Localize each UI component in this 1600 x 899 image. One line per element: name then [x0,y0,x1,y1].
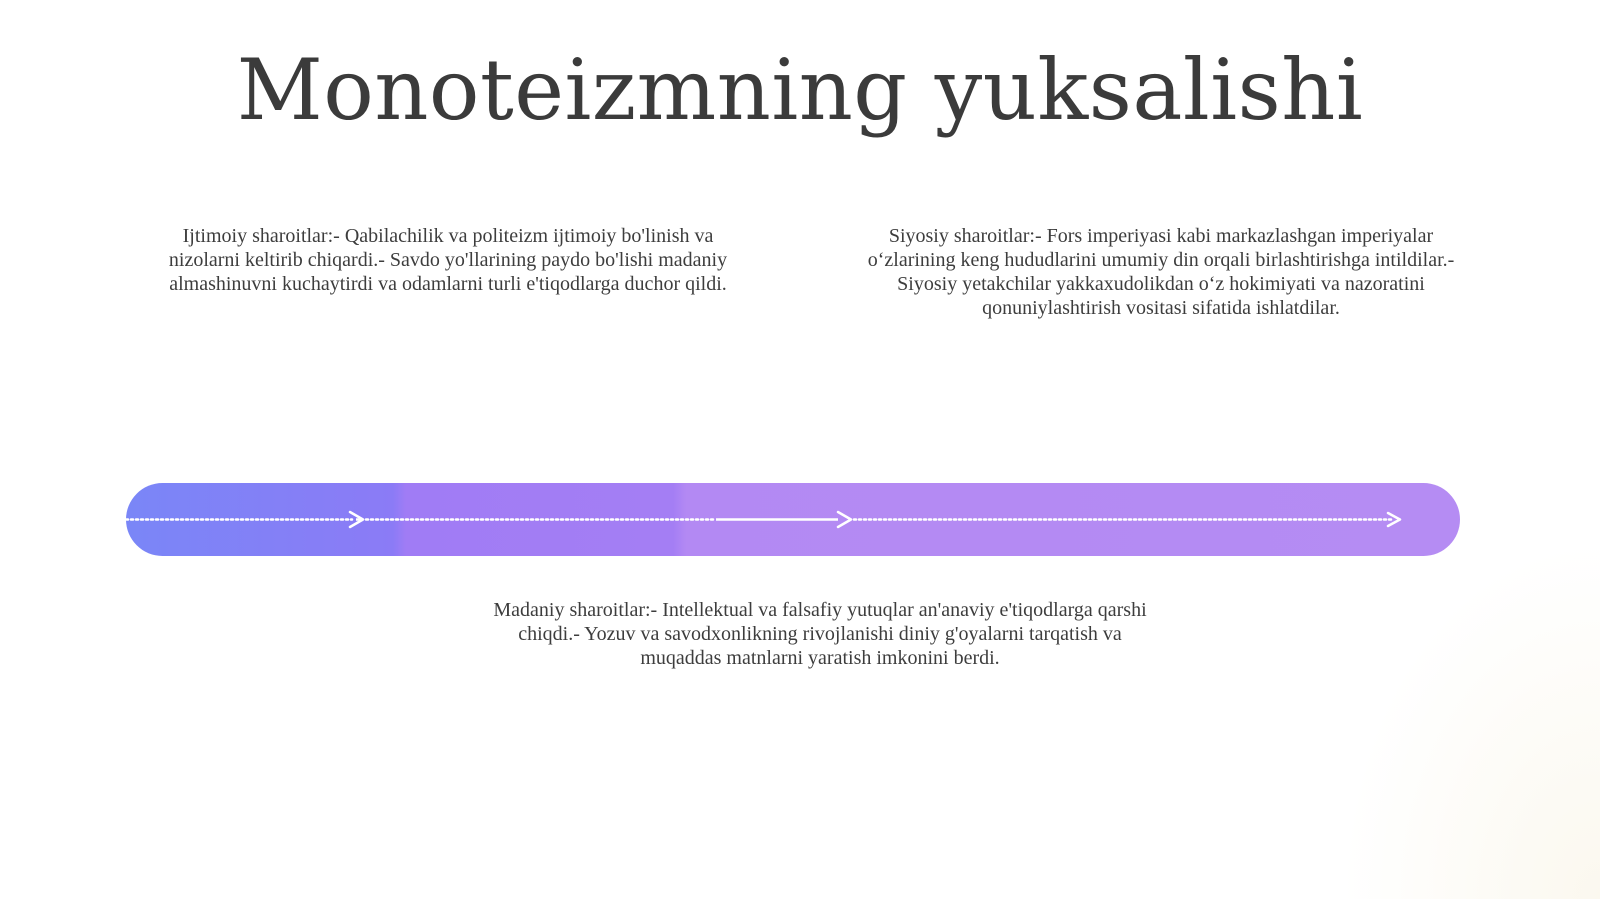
cultural-conditions-text: Madaniy sharoitlar:- Intellektual va falsafiy yutuqlar an'anaviy e'tiqodlarga qarshi chiqdi.- Yozuv va savodxonlikning rivojlanishi diniy g'oyalarni tarqatish va muqaddas matnlarni yaratish imkonini berdi. [493,599,1147,669]
timeline-arrows [126,483,1460,556]
corner-glow [1340,539,1600,899]
social-conditions-text: Ijtimoiy sharoitlar:- Qabilachilik va politeizm ijtimoiy bo'linish va nizolarni keltirib chiqardi.- Savdo yo'llarining paydo bo'lishi madaniy almashinuvni kuchaytirdi va odamlarni turli e'tiqodlarga duchor qildi. [168,225,728,295]
arrow-right-icon [838,512,851,527]
political-conditions-text: Siyosiy sharoitlar:- Fors imperiyasi kabi markazlashgan imperiyalar o‘zlarining keng hududlarini umumiy din orqali birlashtirishga intildilar.- Siyosiy yetakchilar yakkaxudolikdan o‘z hokimiyati va nazoratini qonuniylashtirish vositasi sifatida ishlatdilar. [867,225,1455,319]
slide-title: Monoteizmning yuksalishi [236,41,1364,139]
timeline-bar [126,483,1460,556]
